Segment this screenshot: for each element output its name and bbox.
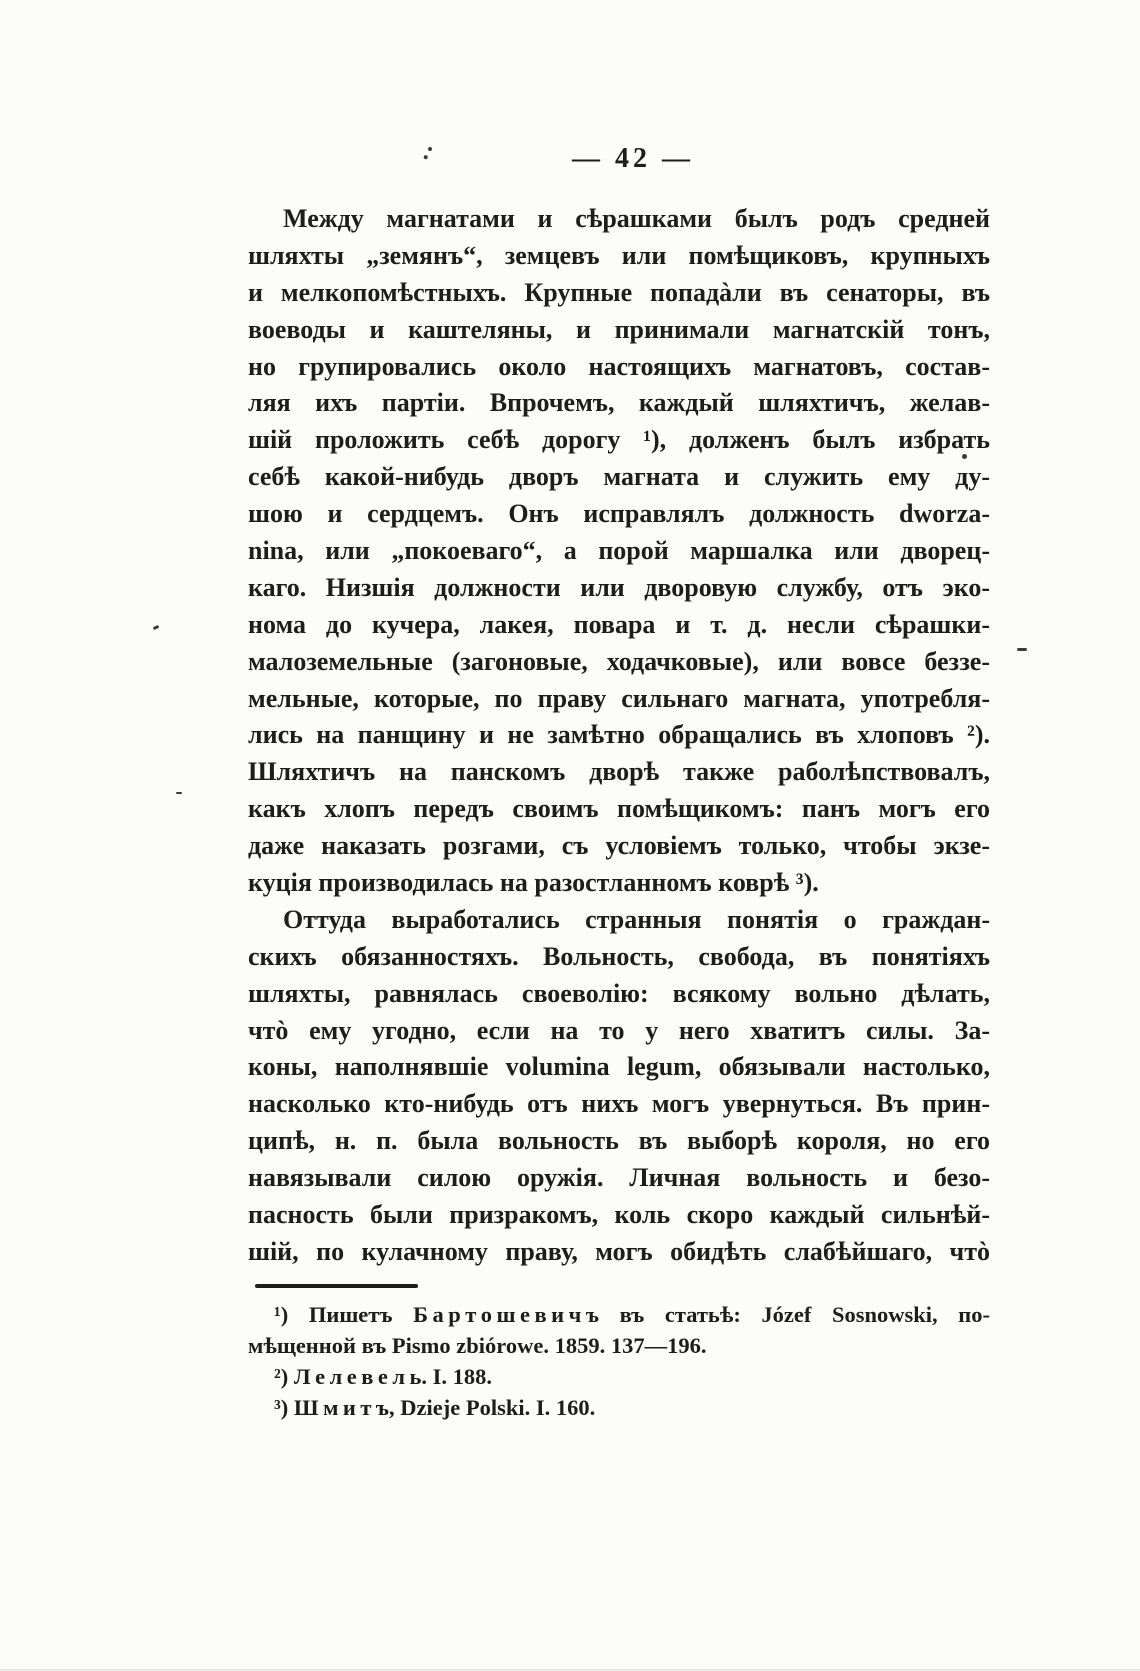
page-number: — 42 — — [572, 143, 694, 174]
body-text-line: nina, или „покоеваго“, а порой маршалка или дворец- — [248, 536, 990, 566]
body-text-line: воеводы и каштеляны, и принимали магнатскій тонъ, — [248, 314, 990, 344]
footnote-line: ³) Ш м и т ъ, Dzieje Polski. I. 160. — [274, 1395, 596, 1420]
body-text-line: Оттуда выработались странныя понятія о граждан- — [283, 904, 990, 934]
body-text-line: нома до кучера, лакея, повара и т. д. несли сѣрашки- — [248, 609, 990, 639]
footnote-line: мѣщенной въ Pismo zbiórowe. 1859. 137—196. — [248, 1333, 707, 1358]
body-text-line: куція производилась на разостланномъ коврѣ ³). — [248, 868, 819, 898]
footnote-line: ²) Л е л е в е л ь. I. 188. — [274, 1364, 493, 1389]
body-text-line: шій проложить себѣ дорогу ¹), долженъ былъ избрать — [248, 425, 990, 455]
scan-speck — [1017, 648, 1027, 651]
body-text-line: насколько кто-нибудь отъ нихъ могъ увернуться. Въ прин- — [248, 1089, 990, 1119]
body-text-line: себѣ какой-нибудь дворъ магната и служить ему ду- — [248, 462, 990, 492]
footnotes — [248, 1299, 990, 1423]
body-text-line: ляя ихъ партіи. Впрочемъ, каждый шляхтичъ, желав- — [248, 388, 990, 418]
body-text-line: малоземельные (загоновые, ходачковые), или вовсе беззе- — [248, 646, 990, 676]
footnote-separator-rule — [255, 1284, 418, 1288]
body-text-line: шою и сердцемъ. Онъ исправлялъ должность dworza- — [248, 499, 990, 529]
body-text-line: лись на панщину и не замѣтно обращались въ хлоповъ ²). — [248, 720, 990, 750]
body-text-line: навязывали силою оружія. Личная вольность и безо- — [248, 1163, 990, 1193]
body-text — [248, 201, 990, 1271]
body-text-line: шляхты „земянъ“, земцевъ или помѣщиковъ, крупныхъ — [248, 240, 990, 270]
body-text-line: коны, наполнявшіе volumina legum, обязывали настолько, — [248, 1052, 990, 1082]
scan-speck — [153, 625, 160, 630]
footnote-line: ¹) Пишетъ Б а р т о ш е в и ч ъ въ статьѣ: Józef Sosnowski, по- — [274, 1302, 990, 1327]
body-text-line: каго. Низшія должности или дворовую службу, отъ эко- — [248, 572, 990, 602]
body-text-line: мельные, которые, по праву сильнаго магната, употребля- — [248, 683, 990, 713]
body-text-line: чтò ему угодно, если на то у него хватитъ силы. За- — [248, 1015, 990, 1045]
body-text-line: и мелкопомѣстныхъ. Крупные попадàли въ сенаторы, въ — [248, 277, 990, 307]
body-text-line: какъ хлопъ передъ своимъ помѣщикомъ: панъ могъ его — [248, 794, 990, 824]
scan-speck — [962, 454, 967, 459]
body-text-line: шій, по кулачному праву, могъ обидѣть слабѣйшаго, чтò — [248, 1236, 990, 1266]
body-text-line: ципѣ, н. п. была вольность въ выборѣ короля, но его — [248, 1126, 990, 1156]
body-text-line: пасность были призракомъ, коль скоро каждый сильнѣй- — [248, 1200, 990, 1230]
body-text-line: даже наказать розгами, съ условіемъ только, чтобы экзе- — [248, 831, 990, 861]
body-text-line: Шляхтичъ на панскомъ дворѣ также раболѣпствовалъ, — [248, 757, 990, 787]
scan-speck — [176, 792, 182, 794]
body-text-line: шляхты, равнялась своеволію: всякому вольно дѣлать, — [248, 978, 990, 1008]
body-text-line: Между магнатами и сѣрашками былъ родъ средней — [283, 204, 990, 233]
body-text-line: скихъ обязанностяхъ. Вольность, свобода, въ понятіяхъ — [248, 941, 990, 971]
body-text-line: но групировались около настоящихъ магнатовъ, состав- — [248, 351, 990, 381]
